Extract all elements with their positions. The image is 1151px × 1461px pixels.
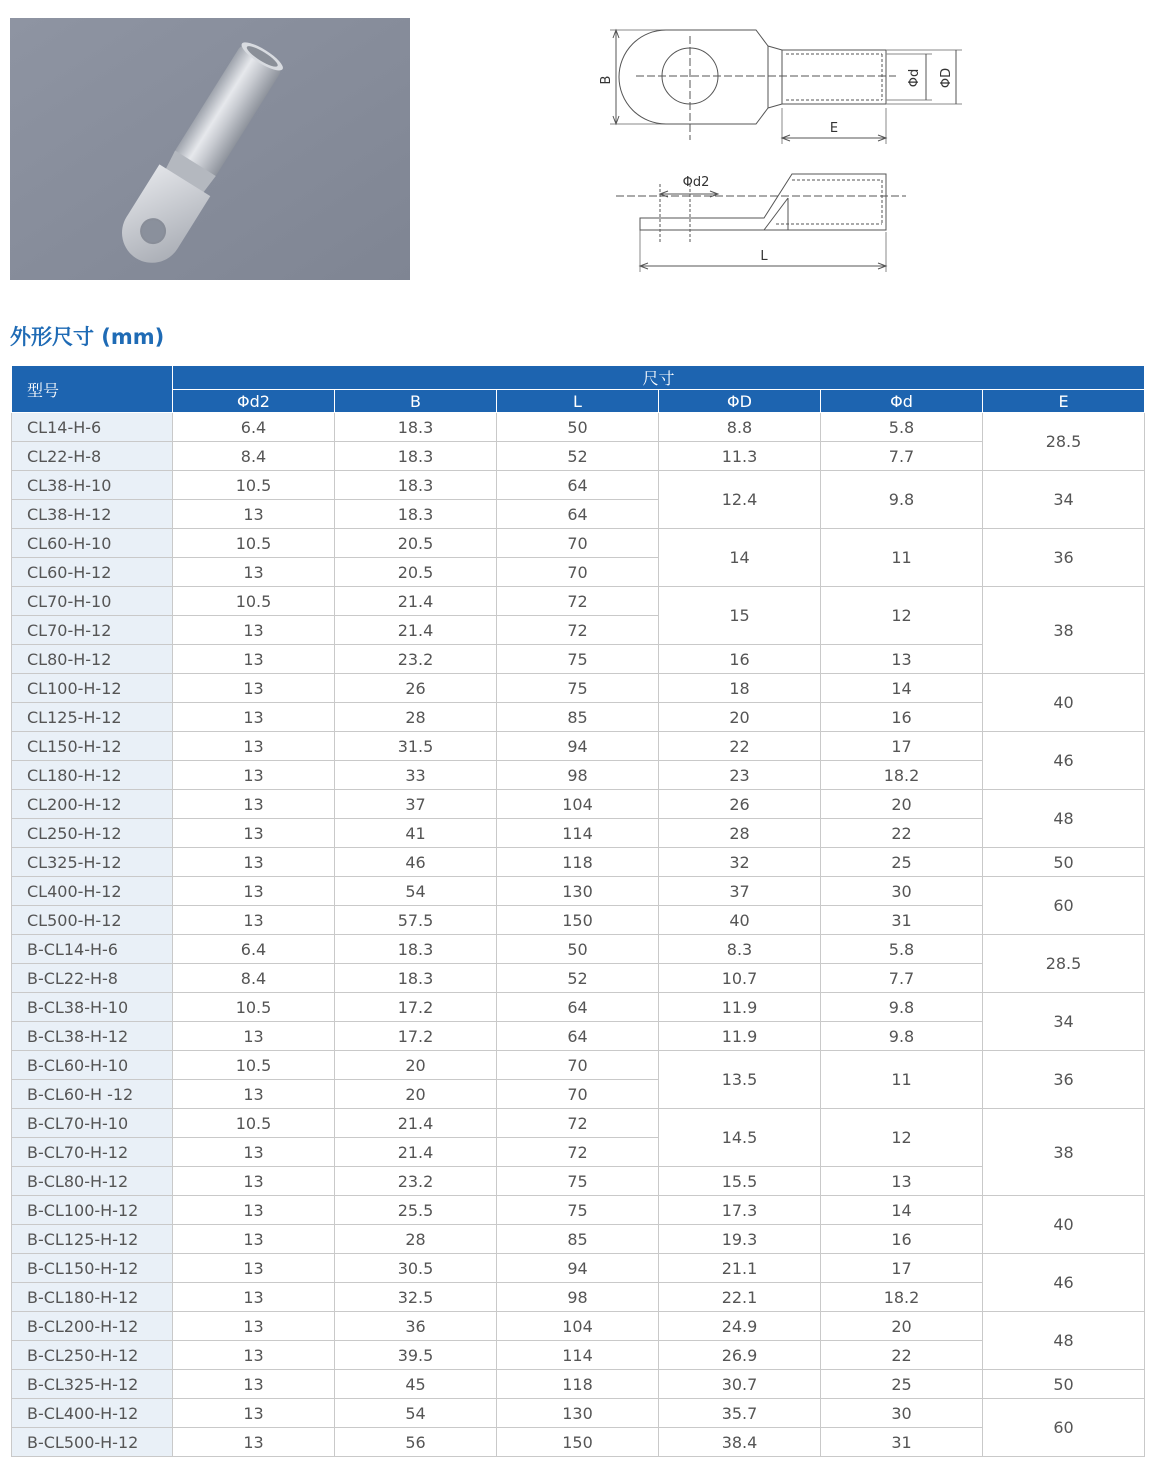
value-cell: 118 (497, 848, 659, 877)
value-cell: 30.5 (335, 1254, 497, 1283)
model-cell: CL38-H-10 (12, 471, 173, 500)
value-cell: 30 (821, 1399, 983, 1428)
value-cell: 31 (821, 906, 983, 935)
table-row (12, 587, 1145, 616)
value-cell: 38.4 (659, 1428, 821, 1457)
column-header: E (983, 390, 1145, 413)
value-cell: 28.5 (983, 935, 1145, 993)
value-cell: 21.4 (335, 1109, 497, 1138)
value-cell: 18.3 (335, 442, 497, 471)
value-cell: 130 (497, 1399, 659, 1428)
table-row (12, 848, 1145, 877)
table-row (12, 906, 1145, 935)
value-cell: 32 (659, 848, 821, 877)
label-E: E (829, 121, 839, 136)
table-row (12, 877, 1145, 906)
value-cell: 64 (497, 993, 659, 1022)
table-row (12, 964, 1145, 993)
value-cell: 20.5 (335, 529, 497, 558)
value-cell: 17.2 (335, 993, 497, 1022)
value-cell: 150 (497, 906, 659, 935)
table-row (12, 1312, 1145, 1341)
value-cell: 13 (173, 558, 335, 587)
value-cell: 13 (173, 1022, 335, 1051)
value-cell: 37 (659, 877, 821, 906)
value-cell: 14 (659, 529, 821, 587)
value-cell: 18.3 (335, 964, 497, 993)
value-cell: 150 (497, 1428, 659, 1457)
value-cell: 13 (173, 1312, 335, 1341)
value-cell: 54 (335, 1399, 497, 1428)
table-row (12, 1370, 1145, 1399)
model-cell: B-CL180-H-12 (12, 1283, 173, 1312)
value-cell: 72 (497, 587, 659, 616)
model-cell: CL70-H-10 (12, 587, 173, 616)
value-cell: 5.8 (821, 413, 983, 442)
value-cell: 70 (497, 558, 659, 587)
value-cell: 64 (497, 500, 659, 529)
table-row (12, 935, 1145, 964)
value-cell: 20 (821, 790, 983, 819)
table-row (12, 645, 1145, 674)
value-cell: 32.5 (335, 1283, 497, 1312)
value-cell: 23.2 (335, 1167, 497, 1196)
value-cell: 14 (821, 1196, 983, 1225)
table-body (12, 413, 1145, 1457)
value-cell: 15 (659, 587, 821, 645)
model-cell: B-CL14-H-6 (12, 935, 173, 964)
model-cell: B-CL22-H-8 (12, 964, 173, 993)
value-cell: 16 (659, 645, 821, 674)
value-cell: 13 (173, 1399, 335, 1428)
value-cell: 46 (335, 848, 497, 877)
table-row (12, 1196, 1145, 1225)
value-cell: 31.5 (335, 732, 497, 761)
value-cell: 38 (983, 587, 1145, 674)
model-cell: B-CL250-H-12 (12, 1341, 173, 1370)
column-header: L (497, 390, 659, 413)
value-cell: 75 (497, 645, 659, 674)
model-cell: B-CL400-H-12 (12, 1399, 173, 1428)
value-cell: 21.4 (335, 616, 497, 645)
value-cell: 52 (497, 442, 659, 471)
value-cell: 36 (335, 1312, 497, 1341)
value-cell: 7.7 (821, 442, 983, 471)
value-cell: 16 (821, 703, 983, 732)
value-cell: 8.4 (173, 442, 335, 471)
table-row (12, 471, 1145, 500)
model-cell: B-CL70-H-12 (12, 1138, 173, 1167)
value-cell: 98 (497, 761, 659, 790)
product-photo (10, 18, 410, 280)
value-cell: 11.3 (659, 442, 821, 471)
value-cell: 54 (335, 877, 497, 906)
value-cell: 72 (497, 1109, 659, 1138)
value-cell: 50 (983, 848, 1145, 877)
value-cell: 8.4 (173, 964, 335, 993)
model-cell: CL14-H-6 (12, 413, 173, 442)
value-cell: 35.7 (659, 1399, 821, 1428)
table-row (12, 442, 1145, 471)
value-cell: 50 (497, 413, 659, 442)
value-cell: 72 (497, 1138, 659, 1167)
value-cell: 34 (983, 471, 1145, 529)
model-cell: CL100-H-12 (12, 674, 173, 703)
value-cell: 36 (983, 1051, 1145, 1109)
value-cell: 18.3 (335, 471, 497, 500)
value-cell: 13 (173, 1428, 335, 1457)
value-cell: 21.1 (659, 1254, 821, 1283)
value-cell: 10.5 (173, 1051, 335, 1080)
value-cell: 23.2 (335, 645, 497, 674)
value-cell: 38 (983, 1109, 1145, 1196)
table-row (12, 1341, 1145, 1370)
value-cell: 13 (821, 1167, 983, 1196)
value-cell: 13 (173, 790, 335, 819)
value-cell: 13 (173, 1167, 335, 1196)
value-cell: 40 (983, 674, 1145, 732)
model-cell: CL325-H-12 (12, 848, 173, 877)
value-cell: 20.5 (335, 558, 497, 587)
model-cell: CL60-H-12 (12, 558, 173, 587)
value-cell: 94 (497, 732, 659, 761)
value-cell: 17.2 (335, 1022, 497, 1051)
table-row (12, 993, 1145, 1022)
label-B: B (599, 75, 614, 85)
value-cell: 98 (497, 1283, 659, 1312)
model-cell: CL200-H-12 (12, 790, 173, 819)
table-row (12, 1254, 1145, 1283)
value-cell: 13 (173, 1080, 335, 1109)
value-cell: 36 (983, 529, 1145, 587)
value-cell: 10.5 (173, 1109, 335, 1138)
table-row (12, 1109, 1145, 1138)
value-cell: 14 (821, 674, 983, 703)
value-cell: 10.5 (173, 993, 335, 1022)
value-cell: 28 (335, 703, 497, 732)
value-cell: 64 (497, 1022, 659, 1051)
value-cell: 48 (983, 790, 1145, 848)
value-cell: 22 (821, 1341, 983, 1370)
value-cell: 18.3 (335, 413, 497, 442)
value-cell: 17.3 (659, 1196, 821, 1225)
value-cell: 11 (821, 529, 983, 587)
model-cell: B-CL125-H-12 (12, 1225, 173, 1254)
value-cell: 52 (497, 964, 659, 993)
value-cell: 13 (173, 616, 335, 645)
value-cell: 25 (821, 1370, 983, 1399)
header-dimensions: 尺寸 (173, 366, 1145, 390)
value-cell: 15.5 (659, 1167, 821, 1196)
value-cell: 9.8 (821, 993, 983, 1022)
value-cell: 8.8 (659, 413, 821, 442)
value-cell: 14.5 (659, 1109, 821, 1167)
value-cell: 94 (497, 1254, 659, 1283)
value-cell: 50 (983, 1370, 1145, 1399)
value-cell: 11.9 (659, 1022, 821, 1051)
value-cell: 28 (335, 1225, 497, 1254)
value-cell: 11.9 (659, 993, 821, 1022)
value-cell: 70 (497, 1051, 659, 1080)
value-cell: 41 (335, 819, 497, 848)
value-cell: 6.4 (173, 413, 335, 442)
column-header: ΦD (659, 390, 821, 413)
table-row (12, 819, 1145, 848)
value-cell: 9.8 (821, 471, 983, 529)
value-cell: 10.7 (659, 964, 821, 993)
value-cell: 8.3 (659, 935, 821, 964)
model-cell: CL400-H-12 (12, 877, 173, 906)
value-cell: 13 (173, 1254, 335, 1283)
table-row (12, 1051, 1145, 1080)
value-cell: 18.3 (335, 500, 497, 529)
value-cell: 13 (173, 1341, 335, 1370)
value-cell: 114 (497, 819, 659, 848)
value-cell: 114 (497, 1341, 659, 1370)
value-cell: 13 (821, 645, 983, 674)
value-cell: 26 (335, 674, 497, 703)
value-cell: 20 (335, 1051, 497, 1080)
value-cell: 13 (173, 1196, 335, 1225)
value-cell: 72 (497, 616, 659, 645)
table-row (12, 1428, 1145, 1457)
value-cell: 28.5 (983, 413, 1145, 471)
value-cell: 13 (173, 848, 335, 877)
header-model: 型号 (12, 366, 173, 413)
model-cell: B-CL100-H-12 (12, 1196, 173, 1225)
value-cell: 26.9 (659, 1341, 821, 1370)
label-L: L (760, 249, 768, 264)
table-row (12, 732, 1145, 761)
value-cell: 75 (497, 674, 659, 703)
table-row (12, 790, 1145, 819)
value-cell: 12 (821, 587, 983, 645)
column-header: Φd (821, 390, 983, 413)
table-row (12, 1167, 1145, 1196)
value-cell: 18 (659, 674, 821, 703)
table-row (12, 529, 1145, 558)
model-cell: CL180-H-12 (12, 761, 173, 790)
value-cell: 45 (335, 1370, 497, 1399)
model-cell: CL150-H-12 (12, 732, 173, 761)
value-cell: 13 (173, 906, 335, 935)
value-cell: 21.4 (335, 587, 497, 616)
header-row-columns (12, 390, 1145, 413)
model-cell: B-CL60-H -12 (12, 1080, 173, 1109)
value-cell: 22 (659, 732, 821, 761)
value-cell: 39.5 (335, 1341, 497, 1370)
table-row (12, 1283, 1145, 1312)
model-cell: CL80-H-12 (12, 645, 173, 674)
value-cell: 13 (173, 1370, 335, 1399)
value-cell: 13 (173, 703, 335, 732)
column-header: Φd2 (173, 390, 335, 413)
model-cell: B-CL150-H-12 (12, 1254, 173, 1283)
value-cell: 17 (821, 732, 983, 761)
value-cell: 16 (821, 1225, 983, 1254)
value-cell: 20 (659, 703, 821, 732)
value-cell: 70 (497, 529, 659, 558)
value-cell: 12.4 (659, 471, 821, 529)
table-row (12, 1399, 1145, 1428)
value-cell: 85 (497, 1225, 659, 1254)
value-cell: 20 (335, 1080, 497, 1109)
value-cell: 30 (821, 877, 983, 906)
value-cell: 56 (335, 1428, 497, 1457)
value-cell: 60 (983, 877, 1145, 935)
model-cell: CL70-H-12 (12, 616, 173, 645)
model-cell: CL22-H-8 (12, 442, 173, 471)
value-cell: 20 (821, 1312, 983, 1341)
model-cell: B-CL500-H-12 (12, 1428, 173, 1457)
value-cell: 13.5 (659, 1051, 821, 1109)
value-cell: 25.5 (335, 1196, 497, 1225)
value-cell: 5.8 (821, 935, 983, 964)
value-cell: 24.9 (659, 1312, 821, 1341)
model-cell: B-CL70-H-10 (12, 1109, 173, 1138)
value-cell: 7.7 (821, 964, 983, 993)
value-cell: 9.8 (821, 1022, 983, 1051)
value-cell: 22 (821, 819, 983, 848)
value-cell: 57.5 (335, 906, 497, 935)
value-cell: 48 (983, 1312, 1145, 1370)
dimension-table (11, 365, 1145, 1457)
table-row (12, 761, 1145, 790)
cable-lug-image (10, 18, 410, 280)
value-cell: 37 (335, 790, 497, 819)
value-cell: 21.4 (335, 1138, 497, 1167)
model-cell: B-CL38-H-10 (12, 993, 173, 1022)
value-cell: 50 (497, 935, 659, 964)
value-cell: 13 (173, 674, 335, 703)
value-cell: 13 (173, 761, 335, 790)
value-cell: 46 (983, 732, 1145, 790)
value-cell: 30.7 (659, 1370, 821, 1399)
value-cell: 28 (659, 819, 821, 848)
label-phi-D: ΦD (939, 67, 954, 89)
model-cell: B-CL325-H-12 (12, 1370, 173, 1399)
label-phi-d2: Φd2 (682, 175, 710, 190)
value-cell: 75 (497, 1167, 659, 1196)
value-cell: 13 (173, 1138, 335, 1167)
model-cell: B-CL200-H-12 (12, 1312, 173, 1341)
value-cell: 70 (497, 1080, 659, 1109)
value-cell: 12 (821, 1109, 983, 1167)
value-cell: 104 (497, 1312, 659, 1341)
value-cell: 10.5 (173, 529, 335, 558)
label-phi-d: Φd (907, 68, 922, 88)
value-cell: 13 (173, 500, 335, 529)
table-row (12, 413, 1145, 442)
model-cell: CL125-H-12 (12, 703, 173, 732)
value-cell: 130 (497, 877, 659, 906)
value-cell: 22.1 (659, 1283, 821, 1312)
value-cell: 13 (173, 645, 335, 674)
value-cell: 60 (983, 1399, 1145, 1457)
value-cell: 64 (497, 471, 659, 500)
value-cell: 17 (821, 1254, 983, 1283)
value-cell: 118 (497, 1370, 659, 1399)
model-cell: B-CL38-H-12 (12, 1022, 173, 1051)
table-row (12, 1225, 1145, 1254)
section-title: 外形尺寸 (mm) (10, 325, 165, 349)
value-cell: 19.3 (659, 1225, 821, 1254)
value-cell: 13 (173, 877, 335, 906)
value-cell: 18.2 (821, 1283, 983, 1312)
table-row (12, 1022, 1145, 1051)
model-cell: B-CL60-H-10 (12, 1051, 173, 1080)
value-cell: 34 (983, 993, 1145, 1051)
value-cell: 46 (983, 1254, 1145, 1312)
value-cell: 33 (335, 761, 497, 790)
value-cell: 13 (173, 1283, 335, 1312)
value-cell: 25 (821, 848, 983, 877)
value-cell: 13 (173, 819, 335, 848)
value-cell: 85 (497, 703, 659, 732)
value-cell: 10.5 (173, 471, 335, 500)
model-cell: CL60-H-10 (12, 529, 173, 558)
value-cell: 104 (497, 790, 659, 819)
dimension-drawing (596, 18, 976, 280)
model-cell: CL38-H-12 (12, 500, 173, 529)
model-cell: CL500-H-12 (12, 906, 173, 935)
value-cell: 11 (821, 1051, 983, 1109)
value-cell: 31 (821, 1428, 983, 1457)
value-cell: 18.2 (821, 761, 983, 790)
model-cell: CL250-H-12 (12, 819, 173, 848)
value-cell: 18.3 (335, 935, 497, 964)
value-cell: 6.4 (173, 935, 335, 964)
value-cell: 13 (173, 732, 335, 761)
column-header: B (335, 390, 497, 413)
value-cell: 40 (983, 1196, 1145, 1254)
value-cell: 75 (497, 1196, 659, 1225)
model-cell: B-CL80-H-12 (12, 1167, 173, 1196)
table-row (12, 674, 1145, 703)
value-cell: 10.5 (173, 587, 335, 616)
table-row (12, 703, 1145, 732)
value-cell: 26 (659, 790, 821, 819)
value-cell: 23 (659, 761, 821, 790)
header-row-group (12, 366, 1145, 390)
value-cell: 40 (659, 906, 821, 935)
value-cell: 13 (173, 1225, 335, 1254)
